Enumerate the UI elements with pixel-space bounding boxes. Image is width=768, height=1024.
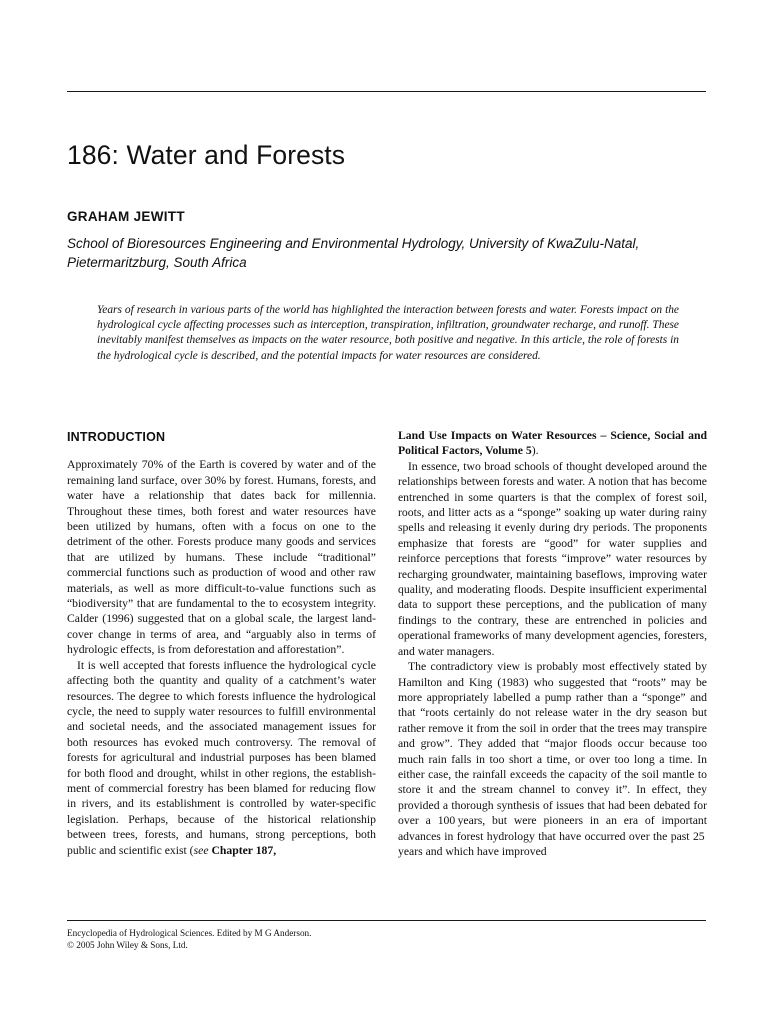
body-paragraph-4: The contradictory view is probably most effectively stated by Hamilton and King (1983) who suggested that “roots” may be more appropriately labelled a pump rather than a “sponge” and that “roots certainly do not release water in the dry season but rather remove it from the soil in order that the trees may transpire and grow”. They added that “major floods occur because too much rain falls in too short a time, or over too long a time. In either case, the rainfall exceeds the capacity of the soil mantle to store it and the stream channel to convey it”. In effect, they provided a thorough synthesis of issues that had been debated for over a 100 years, but were pioneers in an era of important advances in forest hydrology that have occurred over the past 25 years and which have improved [398, 660, 707, 858]
affiliation-line-2: Pietermaritzburg, South Africa [67, 255, 247, 270]
body-paragraph-2 [67, 658, 376, 858]
abstract: Years of research in various parts of the world has highlighted the interaction between forests and water. Forests impact on the hydrological cycle affecting processes such as interception, transpiration, infiltration, groundwater recharge, and runoff. These inevitably manifest themselves as impacts on the water resource, both positive and negative. In this article, the role of forests in the hydrological cycle is described, and the potential impacts for water resources are considered. [97, 304, 679, 362]
body-paragraph-2-continued [398, 428, 707, 459]
section-heading-introduction: INTRODUCTION [67, 430, 166, 444]
author-affiliation [67, 234, 717, 272]
body-paragraph-3: In essence, two broad schools of thought developed around the relationships between forests and water. A notion that has become entrenched in some quarters is that the complex of forest soil, roots, and litter acts as a “sponge” soaking up water during rainy spells and releasing it evenly during dry periods. The proponents emphasize that forests are “good” for water supplies and reinforce perceptions that forests “improve” water resources by recharging groundwater, maintaining baseflows, improving water quality, and moderating floods. Despite insufficient experimental data to support these perceptions, and the publication of many findings to the contrary, these are entrenched in policies and operational frameworks of many development agencies, foresters, and water managers. [398, 459, 707, 658]
author-name: GRAHAM JEWITT [67, 209, 185, 224]
top-rule [67, 91, 706, 92]
left-column [67, 428, 376, 858]
see-reference-word: see [193, 843, 209, 857]
footer-line-1: Encyclopedia of Hydrological Sciences. Edited by M G Anderson. [67, 928, 312, 938]
body-paragraph-1: Approximately 70% of the Earth is covered by water and of the remaining land surface, over 30% by forest. Humans, forests, and water have a relationship that dates back for millennia. Throughout these times, both forest and water resources have been utilized by humans, often with a focus on one to the detriment of the other. Forests produce many goods and services that are utilized by humans. These include “traditional” commercial functions such as production of wood and other raw materials, as well as more difficult-to-value functions such as “biodiversity” that are fundamental to the to ecosystem integrity. Calder (1996) suggested that on a global scale, the largest land-cover change in terms of area, and “arguably also in terms of hydrologic effects, is from deforestation and afforestation”. [67, 458, 376, 657]
cross-reference-title: Land Use Impacts on Water Resources – Science, Social and Political Factors, Volume 5 [398, 429, 707, 458]
footer-line-2: © 2005 John Wiley & Sons, Ltd. [67, 939, 188, 950]
cross-reference-chapter: Chapter 187, [211, 843, 277, 857]
affiliation-line-1: School of Bioresources Engineering and Environmental Hydrology, University of KwaZulu-Natal, [67, 236, 640, 251]
right-column [398, 428, 707, 859]
body-paragraph-2-text: It is well accepted that forests influence the hydrological cycle affecting both the quantity and quality of a catchment’s water resources. The degree to which forests influence the hydrological cycle, the need to supply water resources to fulfill environmental and societal needs, and the associated management issues for both resources has evoked much controversy. The removal of forests for agricultural and industrial purposes has been blamed for both flood and drought, whilst in other regions, the establishment of commercial forestry has been blamed for reducing flow in rivers, and its establishment is controlled by water-specific legislation. Perhaps, because of the historical relationship between trees, forests, and humans, strong perceptions, both public and scientific exist ( [67, 658, 376, 857]
cross-reference-close: ). [531, 444, 539, 458]
chapter-title: 186: Water and Forests [67, 140, 346, 170]
footer-rule [67, 920, 706, 921]
footer-citation [67, 928, 311, 951]
